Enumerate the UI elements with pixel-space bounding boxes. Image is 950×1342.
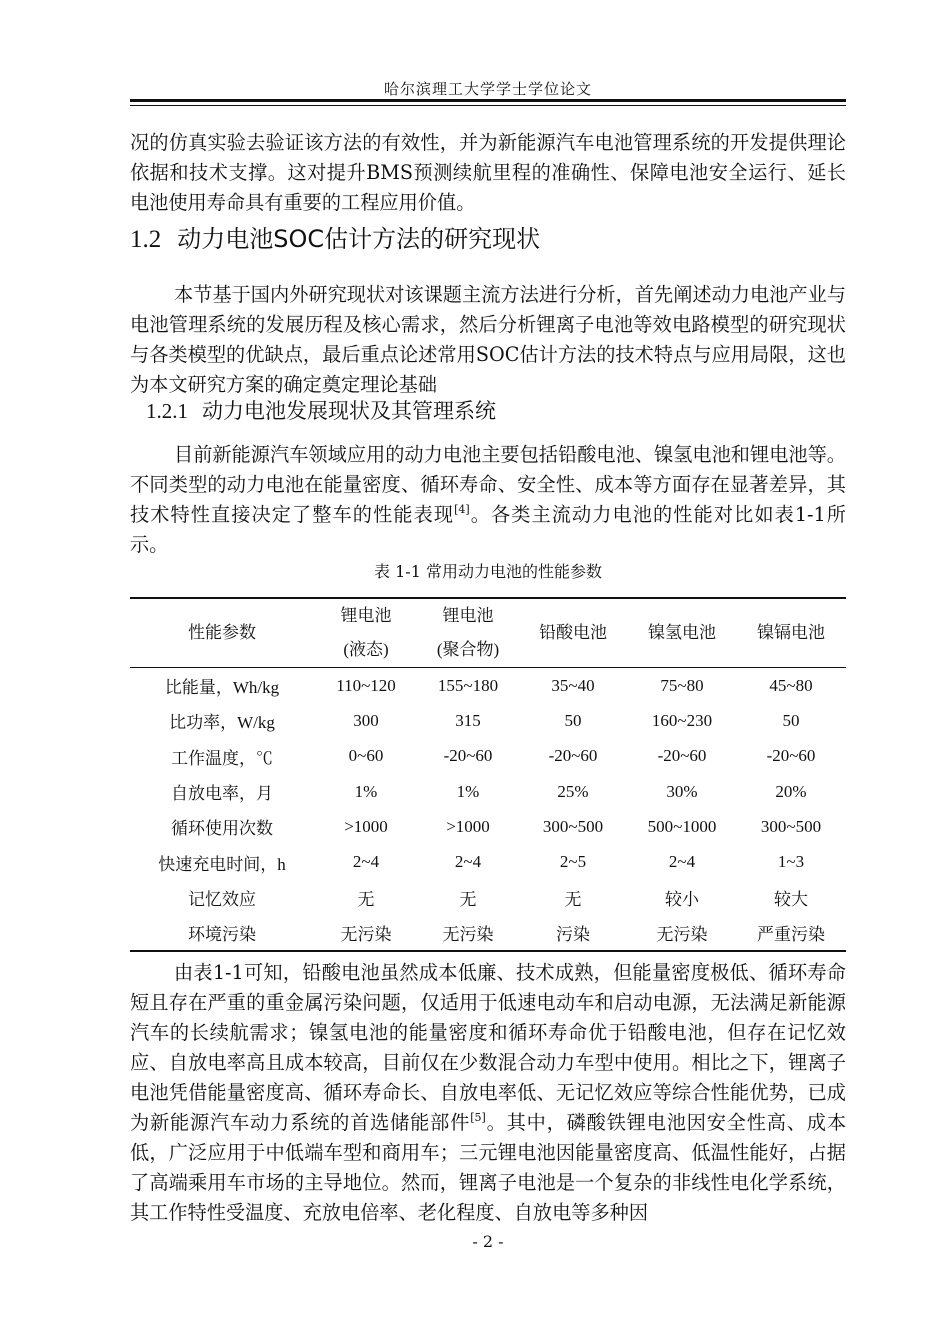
table-cell: 20%: [775, 781, 807, 801]
subsection-heading-1-2-1: [146, 394, 496, 428]
table-cell: 500~1000: [647, 816, 717, 836]
table-cell: 环境污染: [188, 925, 256, 945]
table-bottom-rule: [130, 950, 846, 952]
table-cell: 严重污染: [757, 925, 825, 945]
table-cell: 2~4: [668, 852, 696, 872]
subsection-title: 动力电池发展现状及其管理系统: [202, 399, 496, 423]
table-cell: 比能量，Wh/kg: [164, 678, 280, 698]
table-cell: >1000: [344, 816, 388, 836]
table-cell: 较大: [774, 889, 808, 909]
table-cell: 无: [357, 889, 375, 909]
citation-ref: [4]: [454, 503, 470, 516]
table-cell: 无: [564, 889, 582, 909]
table-row: [130, 880, 846, 915]
table-cell: 自放电率，月: [171, 784, 273, 804]
table-caption: 表 1-1 常用动力电池的性能参数: [374, 562, 602, 581]
table-cell: 2~4: [454, 852, 482, 872]
table-row: [130, 703, 846, 738]
table-cell: 工作温度，℃: [171, 748, 273, 768]
table-cell: -20~60: [657, 746, 707, 766]
table-cell: 110~120: [336, 675, 396, 695]
analysis-paragraph: [130, 958, 846, 1228]
header-line: 锂电池: [340, 606, 392, 625]
table-cell: 无: [459, 889, 477, 909]
paragraph-text: 由表1-1可知，铅酸电池虽然成本低廉、技术成熟，但能量密度极低、循环寿命短且存在严重的重金属污染问题，仅适用于低速电动车和启动电源，无法满足新能源汽车的长续航需求；镍氢电池的能量密度和循环寿命优于铅酸电池，但存在记忆效应、自放电率高且成本较高，目前仅在少数混合动力车型中使用。相比之下，锂离子电池凭借能量密度高、循环寿命长、自放电率低、无记忆效应等综合性能优势，已成为新能源汽车动力系统的首选储能部件: [130, 961, 846, 1134]
intro-paragraph: 况的仿真实验去验证该方法的有效性，并为新能源汽车电池管理系统的开发提供理论依据和技术支撑。这对提升BMS预测续航里程的准确性、保障电池安全运行、延长电池使用寿命具有重要的工程应用价值。: [130, 131, 846, 214]
table-cell: 快速充电时间，h: [158, 854, 286, 874]
header-cell: 铅酸电池: [539, 623, 607, 642]
table-cell: 1%: [456, 781, 480, 801]
table-row: [130, 668, 846, 703]
header-cell: [314, 599, 418, 667]
table-header-row: [130, 599, 846, 667]
table-row: [130, 774, 846, 809]
header-line: 锂电池: [442, 606, 494, 625]
table-cell: 300~500: [760, 816, 822, 836]
table-cell: 35~40: [551, 675, 595, 695]
paragraph-text: 。各类主流动力电池的性能对比如表1-1所示。: [130, 503, 846, 556]
table-cell: 1~3: [777, 852, 805, 872]
section-heading-1-2: [130, 222, 540, 257]
header-rule-thin: [130, 105, 846, 106]
table-cell: 比功率，W/kg: [169, 713, 275, 733]
header-cell: 镍镉电池: [757, 623, 825, 642]
table-cell: -20~60: [443, 746, 493, 766]
header-cell: [418, 599, 518, 667]
section-number: 1.2: [130, 226, 162, 253]
table-cell: 45~80: [769, 675, 813, 695]
performance-table: [130, 597, 846, 952]
table-cell: 30%: [666, 781, 698, 801]
table-cell: 300~500: [542, 816, 604, 836]
subsection-paragraph: [130, 440, 846, 560]
table-cell: 50: [564, 710, 582, 730]
table-cell: 记忆效应: [188, 889, 256, 909]
table-cell: 0~60: [348, 746, 384, 766]
section-title: 动力电池SOC估计方法的研究现状: [177, 225, 541, 253]
table-cell: 75~80: [660, 675, 704, 695]
table-cell: 315: [455, 710, 481, 730]
table-cell: 50: [782, 710, 800, 730]
table-cell: 2~5: [559, 852, 587, 872]
table-cell: 155~180: [437, 675, 499, 695]
table-cell: 较小: [665, 889, 699, 909]
section-1-2-paragraph: 本节基于国内外研究现状对该课题主流方法进行分析，首先阐述动力电池产业与电池管理系统的发展历程及核心需求，然后分析锂离子电池等效电路模型的研究现状与各类模型的优缺点，最后重点论述常用SOC估计方法的技术特点与应用局限，这也为本文研究方案的确定奠定理论基础: [130, 283, 846, 396]
table-cell: -20~60: [766, 746, 816, 766]
table-cell: 25%: [557, 781, 589, 801]
citation-ref: [5]: [470, 1111, 486, 1124]
table-cell: 循环使用次数: [171, 819, 273, 839]
header-cell: 性能参数: [188, 623, 256, 642]
paragraph-text: 。其中，磷酸铁锂电池因安全性高、成本低，广泛应用于中低端车型和商用车；三元锂电池因能量密度高、低温性能好，占据了高端乘用车市场的主导地位。然而，锂离子电池是一个复杂的非线性电化学系统，其工作特性受温度、充放电倍率、老化程度、自放电等多种因: [130, 1111, 847, 1224]
table-row: [130, 844, 846, 879]
running-header: 哈尔滨理工大学学士学位论文: [383, 80, 592, 98]
table-cell: 无污染: [442, 925, 494, 945]
page-number: - 2 -: [472, 1232, 504, 1251]
table-cell: 污染: [556, 925, 590, 945]
table-row: [130, 739, 846, 774]
table-cell: 无污染: [656, 925, 708, 945]
paragraph-text: 目前新能源汽车领域应用的动力电池主要包括铅酸电池、镍氢电池和锂电池等。不同类型的动力电池在能量密度、循环寿命、安全性、成本等方面存在显著差异，其技术特性直接决定了整车的性能表现: [130, 443, 846, 526]
header-line: (液态): [343, 640, 389, 659]
table-cell: -20~60: [548, 746, 598, 766]
table-row: [130, 915, 846, 950]
header-line: (聚合物): [436, 640, 500, 659]
table-cell: 2~4: [352, 852, 380, 872]
subsection-number: 1.2.1: [146, 399, 188, 423]
table-data: [130, 668, 846, 950]
table-cell: >1000: [446, 816, 490, 836]
table-cell: 160~230: [651, 710, 713, 730]
table-row: [130, 809, 846, 844]
table-cell: 300: [353, 710, 379, 730]
header-cell: 镍氢电池: [648, 623, 716, 642]
table-cell: 无污染: [340, 925, 392, 945]
header-rule-thick: [130, 99, 846, 102]
table-cell: 1%: [354, 781, 378, 801]
table-body: [130, 599, 846, 667]
